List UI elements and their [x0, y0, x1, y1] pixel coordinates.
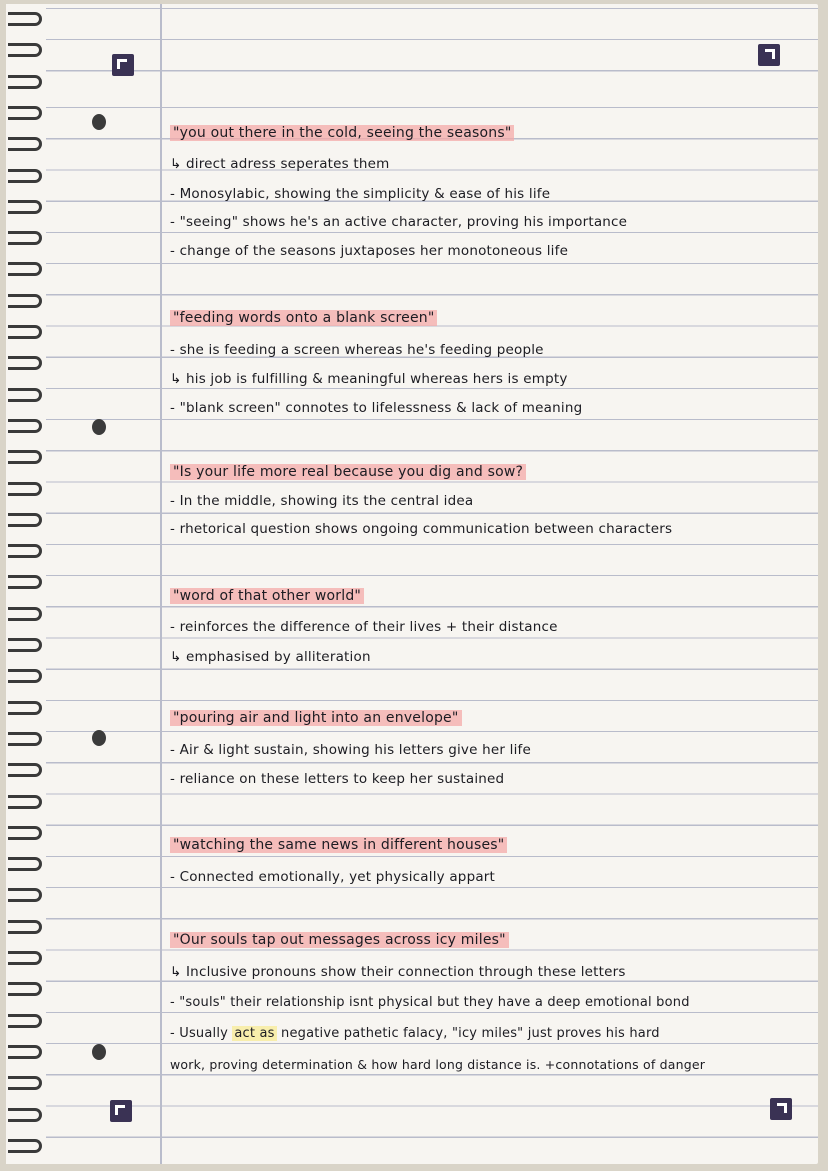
spiral-ring — [8, 513, 42, 527]
corner-mark-icon — [770, 1098, 792, 1120]
note-line: - Monosylabic, showing the simplicity & ease of his life — [170, 186, 551, 202]
quote-line: "Is your life more real because you dig and sow? — [170, 461, 810, 483]
quote-line: "you out there in the cold, seeing the seasons" — [170, 122, 810, 144]
spiral-ring — [8, 169, 42, 183]
spiral-ring — [8, 888, 42, 902]
note-line: ↳ Inclusive pronouns show their connection through these letters — [170, 964, 626, 980]
quote-line: "watching the same news in different houses" — [170, 834, 810, 856]
spiral-ring — [8, 356, 42, 370]
spiral-ring — [8, 43, 42, 57]
spiral-ring — [8, 450, 42, 464]
spiral-ring — [8, 388, 42, 402]
spiral-ring — [8, 575, 42, 589]
spiral-ring — [8, 701, 42, 715]
note-line: - Air & light sustain, showing his letters give her life — [170, 742, 531, 758]
spiral-ring — [8, 262, 42, 276]
spiral-ring — [8, 1014, 42, 1028]
note-line: - reinforces the difference of their lives + their distance — [170, 619, 558, 635]
spiral-ring — [8, 795, 42, 809]
note-line: - rhetorical question shows ongoing communication between characters — [170, 521, 673, 537]
note-line: work, proving determination & how hard long distance is. +connotations of danger — [170, 1057, 706, 1072]
corner-mark-icon — [758, 44, 780, 66]
spiral-ring — [8, 951, 42, 965]
spiral-ring — [8, 137, 42, 151]
punch-hole — [92, 730, 106, 746]
spiral-ring — [8, 607, 42, 621]
note-line: - In the middle, showing its the central idea — [170, 493, 474, 509]
yellow-highlight: act as — [234, 1026, 275, 1041]
margin-line — [160, 4, 162, 1164]
spiral-ring — [8, 482, 42, 496]
spiral-ring — [8, 1139, 42, 1153]
punch-hole — [92, 419, 106, 435]
quote-line: "word of that other world" — [170, 585, 810, 607]
note-line: ↳ emphasised by alliteration — [170, 649, 371, 665]
punch-hole — [92, 1044, 106, 1060]
note-line: ↳ his job is fulfilling & meaningful whereas hers is empty — [170, 371, 568, 387]
spiral-ring — [8, 106, 42, 120]
quote-line: "Our souls tap out messages across icy miles" — [170, 929, 810, 951]
spiral-ring — [8, 857, 42, 871]
note-line: - "blank screen" connotes to lifelessness & lack of meaning — [170, 400, 583, 416]
spiral-ring — [8, 75, 42, 89]
corner-mark-icon — [110, 1100, 132, 1122]
note-line: - "souls" their relationship isnt physical but they have a deep emotional bond — [170, 995, 690, 1010]
spiral-ring — [8, 231, 42, 245]
note-line: - Usually act as negative pathetic falacy, "icy miles" just proves his hard — [170, 1026, 660, 1041]
spiral-ring — [8, 325, 42, 339]
quote-line: "feeding words onto a blank screen" — [170, 307, 810, 329]
note-line: - Connected emotionally, yet physically appart — [170, 869, 496, 885]
spiral-ring — [8, 1076, 42, 1090]
notebook-page — [6, 4, 818, 1164]
spiral-ring — [8, 294, 42, 308]
spiral-ring — [8, 826, 42, 840]
corner-mark-icon — [112, 54, 134, 76]
note-line: - reliance on these letters to keep her sustained — [170, 771, 505, 787]
spiral-ring — [8, 638, 42, 652]
spiral-ring — [8, 763, 42, 777]
spiral-ring — [8, 1108, 42, 1122]
spiral-binding — [6, 4, 46, 1164]
note-line: ↳ direct adress seperates them — [170, 156, 390, 172]
spiral-ring — [8, 982, 42, 996]
spiral-ring — [8, 732, 42, 746]
note-line: - she is feeding a screen whereas he's feeding people — [170, 342, 544, 358]
punch-hole — [92, 114, 106, 130]
spiral-ring — [8, 419, 42, 433]
spiral-ring — [8, 544, 42, 558]
spiral-ring — [8, 1045, 42, 1059]
spiral-ring — [8, 920, 42, 934]
spiral-ring — [8, 669, 42, 683]
spiral-ring — [8, 12, 42, 26]
quote-line: "pouring air and light into an envelope" — [170, 707, 810, 729]
note-line: - "seeing" shows he's an active character, proving his importance — [170, 214, 628, 230]
note-line: - change of the seasons juxtaposes her monotoneous life — [170, 243, 569, 259]
spiral-ring — [8, 200, 42, 214]
